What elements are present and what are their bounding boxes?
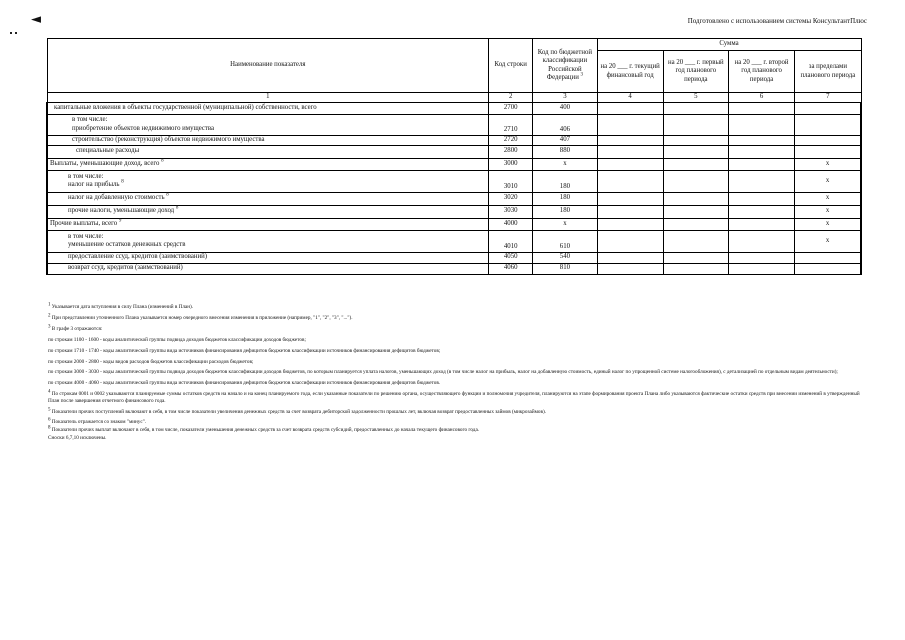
consultant-plus-note: Подготовлено с использованием системы КонсультантПлюс xyxy=(687,17,867,25)
header-code: Код строки xyxy=(489,39,533,93)
table-row: строительство (реконструкция) объектов недвижимого имущества 2720 407 xyxy=(47,135,861,145)
header-current-year: на 20 ___ г. текущий финансовый год xyxy=(597,51,663,93)
footnote: $^3$ В графе 3 отражаются: xyxy=(48,324,103,332)
table-row: налог на добавленную стоимость $^8$ 3020 180 x xyxy=(47,192,861,205)
footnote: $^8$ Показатели прочих выплат включают в себя, в том числе, показатели уменьшения денежных средств за счет возврата средств субсидий, предоставленных до начала текущего финансового года. xyxy=(48,425,480,434)
column-numbers-row: 1 2 3 4 5 6 7 xyxy=(47,93,861,103)
footnote: $^5$ Показатели прочих поступлений включают в себя, в том числе показатели увеличения денежных средств за счет возврата дебиторской задолженности прошлых лет, включая возврат предоставленных займов (микрозаймов). xyxy=(48,406,546,415)
table-row: Выплаты, уменьшающие доход, всего $^8$ 3000 x x xyxy=(47,158,861,170)
header-second-plan-year: на 20 ___ г. второй год планового периода xyxy=(728,51,794,93)
header-beyond-plan: за пределами планового периода xyxy=(795,51,861,93)
footnote: Сноски 6,7,10 исключены. xyxy=(48,435,107,442)
footnote: по строкам 2000 - 2800 - коды видов расходов бюджетов классификации расходов бюджетов; xyxy=(48,358,254,365)
scan-dots xyxy=(10,32,18,34)
payments-table xyxy=(46,38,862,275)
table-row: в том числе: приобретение объектов недвижимого имущества 2710 406 xyxy=(47,114,861,135)
header-first-plan-year: на 20 ___ г. первый год планового периода xyxy=(663,51,728,93)
footnote: $^2$ При представлении уточненного Плана указывается номер очередного внесения изменения в приложение (например, "1", "2", "3", "..."). xyxy=(48,313,353,321)
footnote: по строкам 1100 - 1600 - коды аналитической группы подвида доходов бюджетов классификации доходов бюджетов; xyxy=(48,336,306,343)
table-row: предоставление ссуд, кредитов (заимствований) 4050 540 xyxy=(47,252,861,263)
scan-mark-icon: ◄ xyxy=(31,12,41,27)
table-row: в том числе: уменьшение остатков денежных средств 4010 610 x xyxy=(47,230,861,252)
footnote: $^4$ По строкам 0001 и 0002 указываются планируемые суммы остатков средств на начало и на конец планируемого года, если указанные показатели по решению органа, осуществляющего функции и полномочия учредителя, планируются на этапе формирования проекта Плана либо указываются фактические остатки средств при внесении изменений в утвержденный План после завершения отчетного финансового года. xyxy=(48,389,860,404)
footnote: по строкам 1710 - 1740 - коды аналитической группы вида источников финансирования дефицитов бюджетов классификации источников финансирования дефицитов бюджетов; xyxy=(48,347,441,354)
table-row: в том числе: налог на прибыль $^8$ 3010 180 x xyxy=(47,170,861,192)
table-row: прочие налоги, уменьшающие доход $^8$ 3030 180 x xyxy=(47,205,861,218)
footnote: по строкам 3000 - 3030 - коды аналитической группы подвида доходов бюджетов классификации доходов бюджетов, по которым планируется уплата налогов, уменьшающих доход (в том числе налог на прибыль, налог на добавленную стоимость, единый налог по упрощенной системе налогообложения), с детализацией по отдельным видам деятельности); xyxy=(48,369,838,376)
footnotes xyxy=(48,304,868,443)
table-row: Прочие выплаты, всего $^9$ 4000 x x xyxy=(47,218,861,230)
table-row: возврат ссуд, кредитов (заимствований) 4060 810 xyxy=(47,263,861,274)
cell-c4 xyxy=(597,102,663,114)
table-row: специальные расходы 2800 880 xyxy=(47,145,861,158)
cell-c6 xyxy=(728,102,794,114)
table-row: капитальные вложения в объекты государственной (муниципальной) собственности, всего 2700 400 xyxy=(47,102,861,114)
header-name: Наименование показателя xyxy=(47,39,489,93)
footnote: $^6$ Показатель отражается со знаком "минус". xyxy=(48,417,147,426)
header-sum: Сумма xyxy=(597,39,861,51)
footnote: $^1$ Указывается дата вступления в силу Плана (изменений в План). xyxy=(48,302,194,310)
footnote: по строкам 4000 - 4060 - коды аналитической группы вида источников финансирования дефицитов бюджетов классификации источников финансирования дефицитов бюджетов. xyxy=(48,380,441,387)
header-bk: Код по бюджетной классификации Российской Федерации $^3$ xyxy=(533,39,597,93)
cell-c5 xyxy=(663,102,728,114)
